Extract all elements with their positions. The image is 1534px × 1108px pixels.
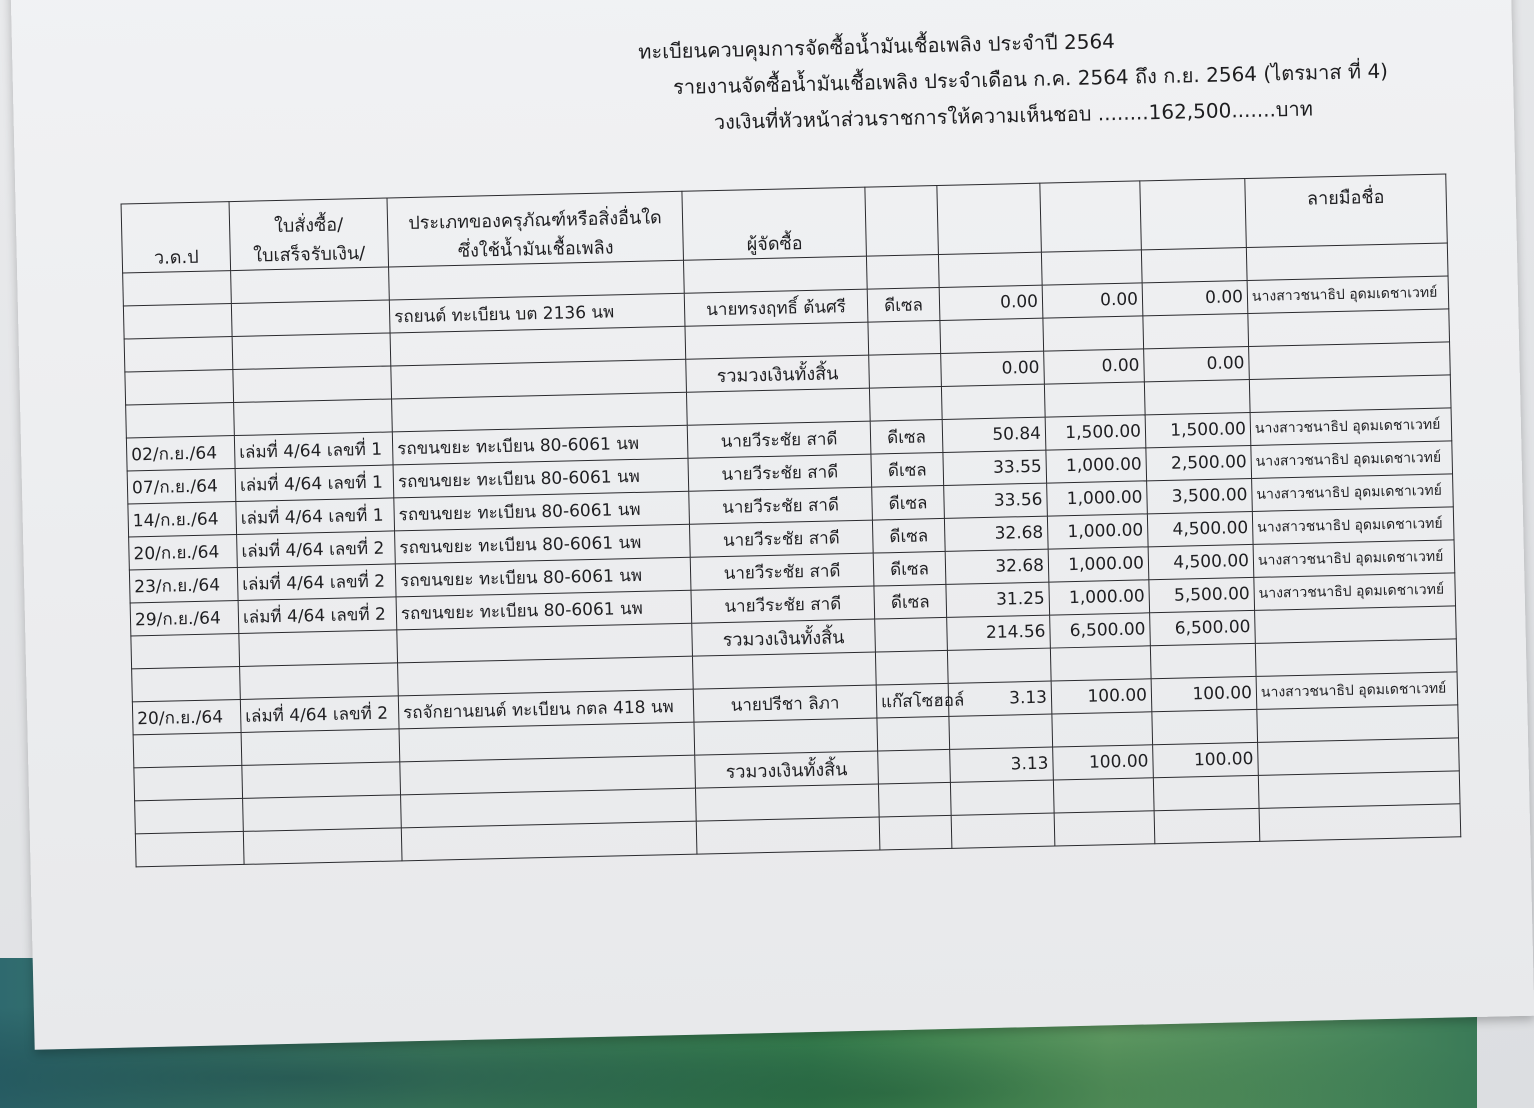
order-cell: เล่มที่ 4/64 เลขที่ 1: [234, 432, 393, 469]
order-cell: [231, 300, 390, 337]
total-liters: 3.13: [950, 747, 1054, 782]
column-header-amount: [1040, 181, 1142, 252]
empty-cell: [879, 815, 952, 850]
total-label: รวมวงเงินทั้งสิ้น: [692, 619, 876, 656]
order-cell: เล่มที่ 4/64 เลขที่ 2: [238, 597, 397, 634]
empty-cell: [949, 714, 1053, 749]
empty-cell: [947, 648, 1051, 683]
empty-cell: [1143, 314, 1249, 349]
fuel-cell: แก๊สโซฮอล์: [876, 683, 949, 718]
fuel-cell: ดีเซล: [874, 584, 947, 619]
empty-cell: [233, 366, 392, 403]
signature-cell: นางสาวชนาธิป อุดมเดชาเวทย์: [1252, 474, 1454, 512]
empty-cell: [125, 370, 234, 405]
column-header-cumulative: [1140, 179, 1247, 250]
empty-cell: [1259, 804, 1461, 842]
amount-cell: 1,500.00: [1045, 415, 1146, 450]
empty-cell: [875, 617, 948, 652]
cumulative-cell: 1,500.00: [1145, 412, 1251, 447]
empty-cell: [1248, 309, 1450, 347]
empty-cell: [124, 337, 233, 372]
column-header-item-line2: ซึ่งใช้น้ำมันเชื้อเพลิง: [457, 237, 614, 262]
liters-cell: 33.56: [944, 483, 1048, 518]
item-cell: รถขนขยะ ทะเบียน 80-6061 นพ: [395, 524, 691, 564]
buyer-cell: นายปรีชา ลิภา: [693, 685, 877, 722]
empty-cell: [1257, 705, 1459, 743]
liters-cell: 33.55: [943, 450, 1047, 485]
empty-cell: [231, 267, 390, 304]
signature-cell: นางสาวชนาธิป อุดมเดชาเวทย์: [1251, 441, 1453, 479]
empty-cell: [123, 271, 232, 306]
cumulative-cell: 100.00: [1151, 676, 1257, 711]
empty-cell: [401, 821, 697, 861]
empty-cell: [135, 798, 244, 833]
empty-cell: [1249, 375, 1451, 413]
date-cell: 14/ก.ย./64: [128, 502, 237, 537]
signature-cell: นางสาวชนาธิป อุดมเดชาเวทย์: [1253, 540, 1455, 578]
empty-cell: [232, 333, 391, 370]
fuel-cell: ดีเซล: [872, 485, 945, 520]
column-header-order-line1: ใบสั่งซื้อ/: [273, 214, 344, 238]
total-liters: 0.00: [941, 351, 1045, 386]
signature-cell: นางสาวชนาธิป อุดมเดชาเวทย์: [1247, 276, 1449, 314]
empty-cell: [133, 732, 242, 767]
fuel-cell: ดีเซล: [870, 419, 943, 454]
document-subtitle: รายงานจัดซื้อน้ำมันเชื้อเพลิง ประจำเดือน ก.ค. 2564 ถึง ก.ย. 2564 (ไตรมาส ที่ 4): [672, 58, 1389, 99]
total-cumulative: 0.00: [1144, 346, 1250, 381]
empty-cell: [243, 795, 402, 832]
date-cell: 20/ก.ย./64: [129, 535, 238, 570]
empty-cell: [1153, 775, 1259, 810]
order-cell: เล่มที่ 4/64 เลขที่ 2: [240, 696, 399, 733]
buyer-cell: นายวีระชัย สาดี: [688, 454, 872, 491]
column-header-date: ว.ด.ป: [121, 202, 231, 273]
date-cell: 20/ก.ย./64: [132, 699, 241, 734]
empty-cell: [1144, 379, 1250, 414]
empty-cell: [866, 255, 939, 290]
empty-cell: [135, 831, 244, 866]
date-cell: [123, 304, 232, 339]
empty-cell: [1041, 250, 1142, 285]
total-amount: 100.00: [1053, 745, 1154, 780]
total-label: รวมวงเงินทั้งสิ้น: [695, 751, 879, 788]
amount-cell: 100.00: [1051, 679, 1152, 714]
column-header-order: [229, 198, 389, 271]
total-amount: 6,500.00: [1050, 613, 1151, 648]
amount-cell: 1,000.00: [1047, 481, 1148, 516]
empty-cell: [1154, 808, 1260, 843]
empty-cell: [239, 630, 398, 667]
empty-cell: [1043, 316, 1144, 351]
total-liters: 214.56: [947, 615, 1051, 650]
fuel-cell: ดีเซล: [872, 518, 945, 553]
empty-cell: [878, 782, 951, 817]
empty-cell: [938, 252, 1042, 287]
amount-cell: 1,000.00: [1048, 547, 1149, 582]
empty-cell: [242, 762, 401, 799]
liters-cell: 31.25: [946, 582, 1050, 617]
empty-cell: [243, 828, 402, 865]
signature-cell: นางสาวชนาธิป อุดมเดชาเวทย์: [1254, 573, 1456, 611]
order-cell: เล่มที่ 4/64 เลขที่ 2: [237, 564, 396, 601]
empty-cell: [1258, 771, 1460, 809]
buyer-cell: นายทรงฤทธิ์ ต้นศรี: [684, 289, 868, 326]
register-body: [123, 243, 1461, 867]
empty-cell: [950, 780, 1054, 815]
document-header: [572, 17, 1389, 143]
date-cell: 02/ก.ย./64: [126, 436, 235, 471]
empty-cell: [875, 650, 948, 685]
signature-cell: นางสาวชนาธิป อุดมเดชาเวทย์: [1252, 507, 1454, 545]
item-cell: รถขนขยะ ทะเบียน 80-6061 นพ: [396, 590, 692, 630]
empty-cell: [694, 718, 878, 755]
empty-cell: [1246, 243, 1448, 281]
empty-cell: [685, 322, 869, 359]
empty-cell: [686, 388, 870, 425]
amount-cell: 0.00: [1042, 283, 1143, 318]
fuel-cell: ดีเซล: [867, 288, 940, 323]
amount-cell: 1,000.00: [1049, 580, 1150, 615]
empty-cell: [951, 813, 1055, 848]
cumulative-cell: 2,500.00: [1146, 445, 1252, 480]
date-cell: 23/ก.ย./64: [129, 567, 238, 602]
amount-cell: 1,000.00: [1046, 448, 1147, 483]
empty-cell: [695, 784, 879, 821]
total-cumulative: 100.00: [1153, 742, 1259, 777]
date-cell: 29/ก.ย./64: [130, 600, 239, 635]
item-cell: รถขนขยะ ทะเบียน 80-6061 นพ: [392, 425, 688, 465]
total-amount: 0.00: [1044, 349, 1145, 384]
empty-cell: [126, 403, 235, 438]
order-cell: เล่มที่ 4/64 เลขที่ 2: [237, 531, 396, 568]
liters-cell: 3.13: [948, 681, 1052, 716]
column-header-item-line1: ประเภทของครุภัณฑ์หรือสิ่งอื่นใด: [408, 207, 662, 235]
cumulative-cell: 0.00: [1142, 281, 1248, 316]
liters-cell: 32.68: [944, 516, 1048, 551]
empty-cell: [131, 633, 240, 668]
empty-cell: [940, 318, 1044, 353]
empty-cell: [941, 384, 1045, 419]
column-header-signature: ลายมือชื่อ: [1245, 174, 1448, 248]
signature-cell: นางสาวชนาธิป อุดมเดชาเวทย์: [1250, 408, 1452, 446]
empty-cell: [1249, 342, 1451, 380]
empty-cell: [1141, 248, 1247, 283]
empty-cell: [1044, 382, 1145, 417]
empty-cell: [1052, 712, 1153, 747]
order-cell: เล่มที่ 4/64 เลขที่ 1: [235, 465, 394, 502]
buyer-cell: นายวีระชัย สาดี: [687, 421, 871, 458]
amount-cell: 1,000.00: [1047, 514, 1148, 549]
empty-cell: [234, 399, 393, 436]
signature-cell: นางสาวชนาธิป อุดมเดชาเวทย์: [1256, 672, 1458, 710]
empty-cell: [241, 729, 400, 766]
column-header-item: [387, 191, 683, 267]
buyer-cell: นายวีระชัย สาดี: [691, 586, 875, 623]
budget-line: วงเงินที่หัวหน้าส่วนราชการให้ความเห็นชอบ ........162,500.......บาท: [713, 96, 1314, 135]
empty-cell: [1258, 738, 1460, 776]
document-title: ทะเบียนควบคุมการจัดซื้อน้ำมันเชื้อเพลิง ประจำปี 2564: [637, 28, 1116, 64]
item-cell: รถขนขยะ ทะเบียน 80-6061 นพ: [395, 557, 691, 597]
empty-cell: [134, 765, 243, 800]
item-cell: รถจักยานยนต์ ทะเบียน กตล 418 นพ: [398, 689, 694, 729]
liters-cell: 32.68: [945, 549, 1049, 584]
fuel-cell: ดีเซล: [873, 551, 946, 586]
empty-cell: [1152, 709, 1258, 744]
empty-cell: [1054, 811, 1155, 846]
item-cell: รถขนขยะ ทะเบียน 80-6061 นพ: [394, 491, 690, 531]
empty-cell: [869, 386, 942, 421]
column-header-liters: [937, 183, 1042, 254]
liters-cell: 0.00: [939, 285, 1043, 320]
empty-cell: [1050, 646, 1151, 681]
empty-cell: [1053, 778, 1154, 813]
cumulative-cell: 5,500.00: [1149, 577, 1255, 612]
cumulative-cell: 4,500.00: [1147, 511, 1253, 546]
empty-cell: [877, 716, 950, 751]
document-page: [10, 0, 1534, 1050]
cumulative-cell: 3,500.00: [1147, 478, 1253, 513]
buyer-cell: นายวีระชัย สาดี: [690, 553, 874, 590]
item-cell: รถขนขยะ ทะเบียน 80-6061 นพ: [393, 458, 689, 498]
buyer-cell: นายวีระชัย สาดี: [689, 520, 873, 557]
order-cell: เล่มที่ 4/64 เลขที่ 1: [236, 498, 395, 535]
cumulative-cell: 4,500.00: [1148, 544, 1254, 579]
empty-cell: [240, 663, 399, 700]
empty-cell: [683, 256, 867, 293]
liters-cell: 50.84: [942, 417, 1046, 452]
date-cell: 07/ก.ย./64: [127, 469, 236, 504]
empty-cell: [868, 320, 941, 355]
total-label: รวมวงเงินทั้งสิ้น: [686, 355, 870, 392]
column-header-fuel: [865, 186, 939, 257]
buyer-cell: นายวีระชัย สาดี: [689, 487, 873, 524]
total-cumulative: 6,500.00: [1150, 610, 1256, 645]
empty-cell: [1150, 643, 1256, 678]
column-header-buyer: ผู้จัดซื้อ: [682, 187, 867, 260]
empty-cell: [1255, 639, 1457, 677]
fuel-cell: ดีเซล: [871, 452, 944, 487]
column-header-order-line2: ใบเสร็จรับเงิน/: [253, 243, 366, 267]
empty-cell: [132, 666, 241, 701]
item-cell: รถยนต์ ทะเบียน บต 2136 นพ: [389, 293, 685, 333]
empty-cell: [878, 749, 951, 784]
empty-cell: [696, 817, 880, 854]
empty-cell: [692, 652, 876, 689]
fuel-register-table: [121, 173, 1462, 867]
empty-cell: [869, 353, 942, 388]
empty-cell: [1255, 606, 1457, 644]
